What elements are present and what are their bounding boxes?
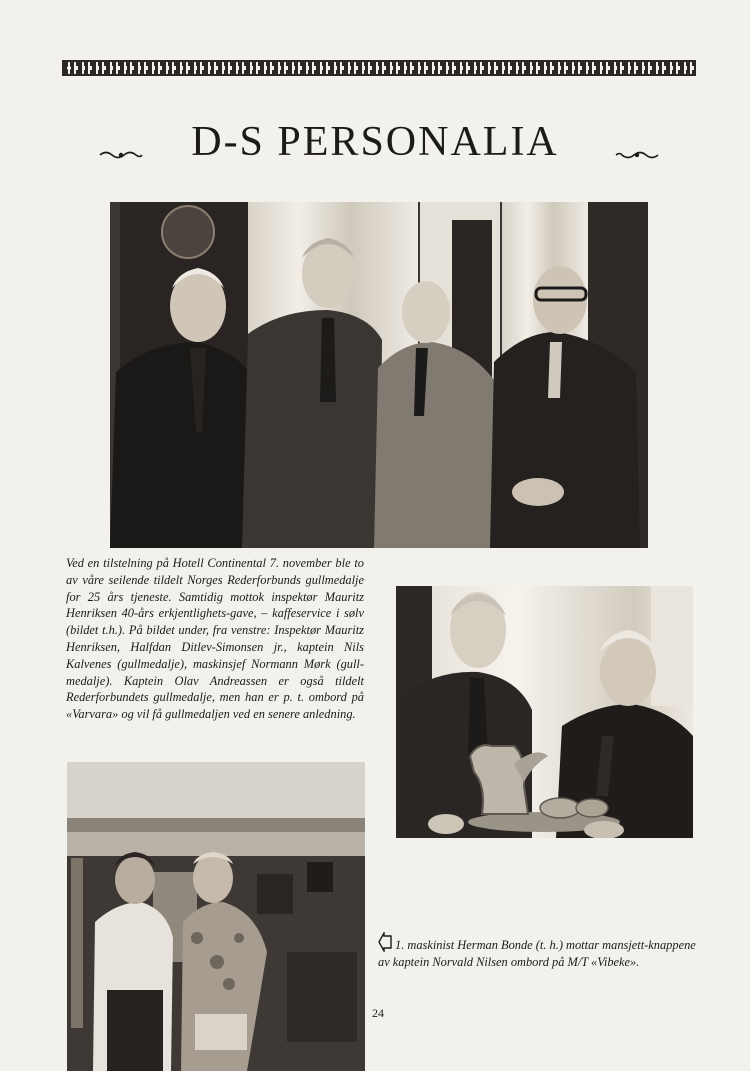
ship-photo (67, 762, 365, 1071)
tea-service-photo (396, 586, 693, 838)
left-arrow-icon (378, 932, 392, 952)
ornament-band (62, 60, 696, 76)
main-caption-text: Ved en tilstelning på Hotell Continental 7. november ble to av våre seilende tildelt Norges Rederforbunds gullmedalje for 25 års tjeneste. Samtidig mottok inspektør Mauritz Henriksen 40-års erkjentlighets-gave, – kaffeservice i sølv (bildet t.h.). På bildet under, fra venstre: Inspektør Mauritz Henriksen, Halfdan Ditlev-Simonsen jr., kaptein Nils Kalvenes (gullmedalje), maskinsjef Normann Mørk (gull-medalje). Kaptein Olav Andreassen er også tildelt Rederforbundets gullmedalje, men han er p. t. ombord på «Varvara» og vil få gullmedaljen ved en senere anledning. (66, 556, 364, 722)
main-caption (66, 555, 364, 723)
page-title: D-S PERSONALIA (191, 119, 559, 165)
group-photo (110, 202, 648, 548)
scroll-ornament-icon (98, 150, 144, 160)
scroll-ornament-icon (614, 150, 660, 160)
ship-caption-text: 1. maskinist Herman Bonde (t. h.) mottar mansjett-knappene av kaptein Norvald Nilsen ombord på M/T «Vibeke». (378, 938, 696, 969)
page-number: 24 (372, 1006, 384, 1020)
ship-caption (378, 932, 698, 971)
